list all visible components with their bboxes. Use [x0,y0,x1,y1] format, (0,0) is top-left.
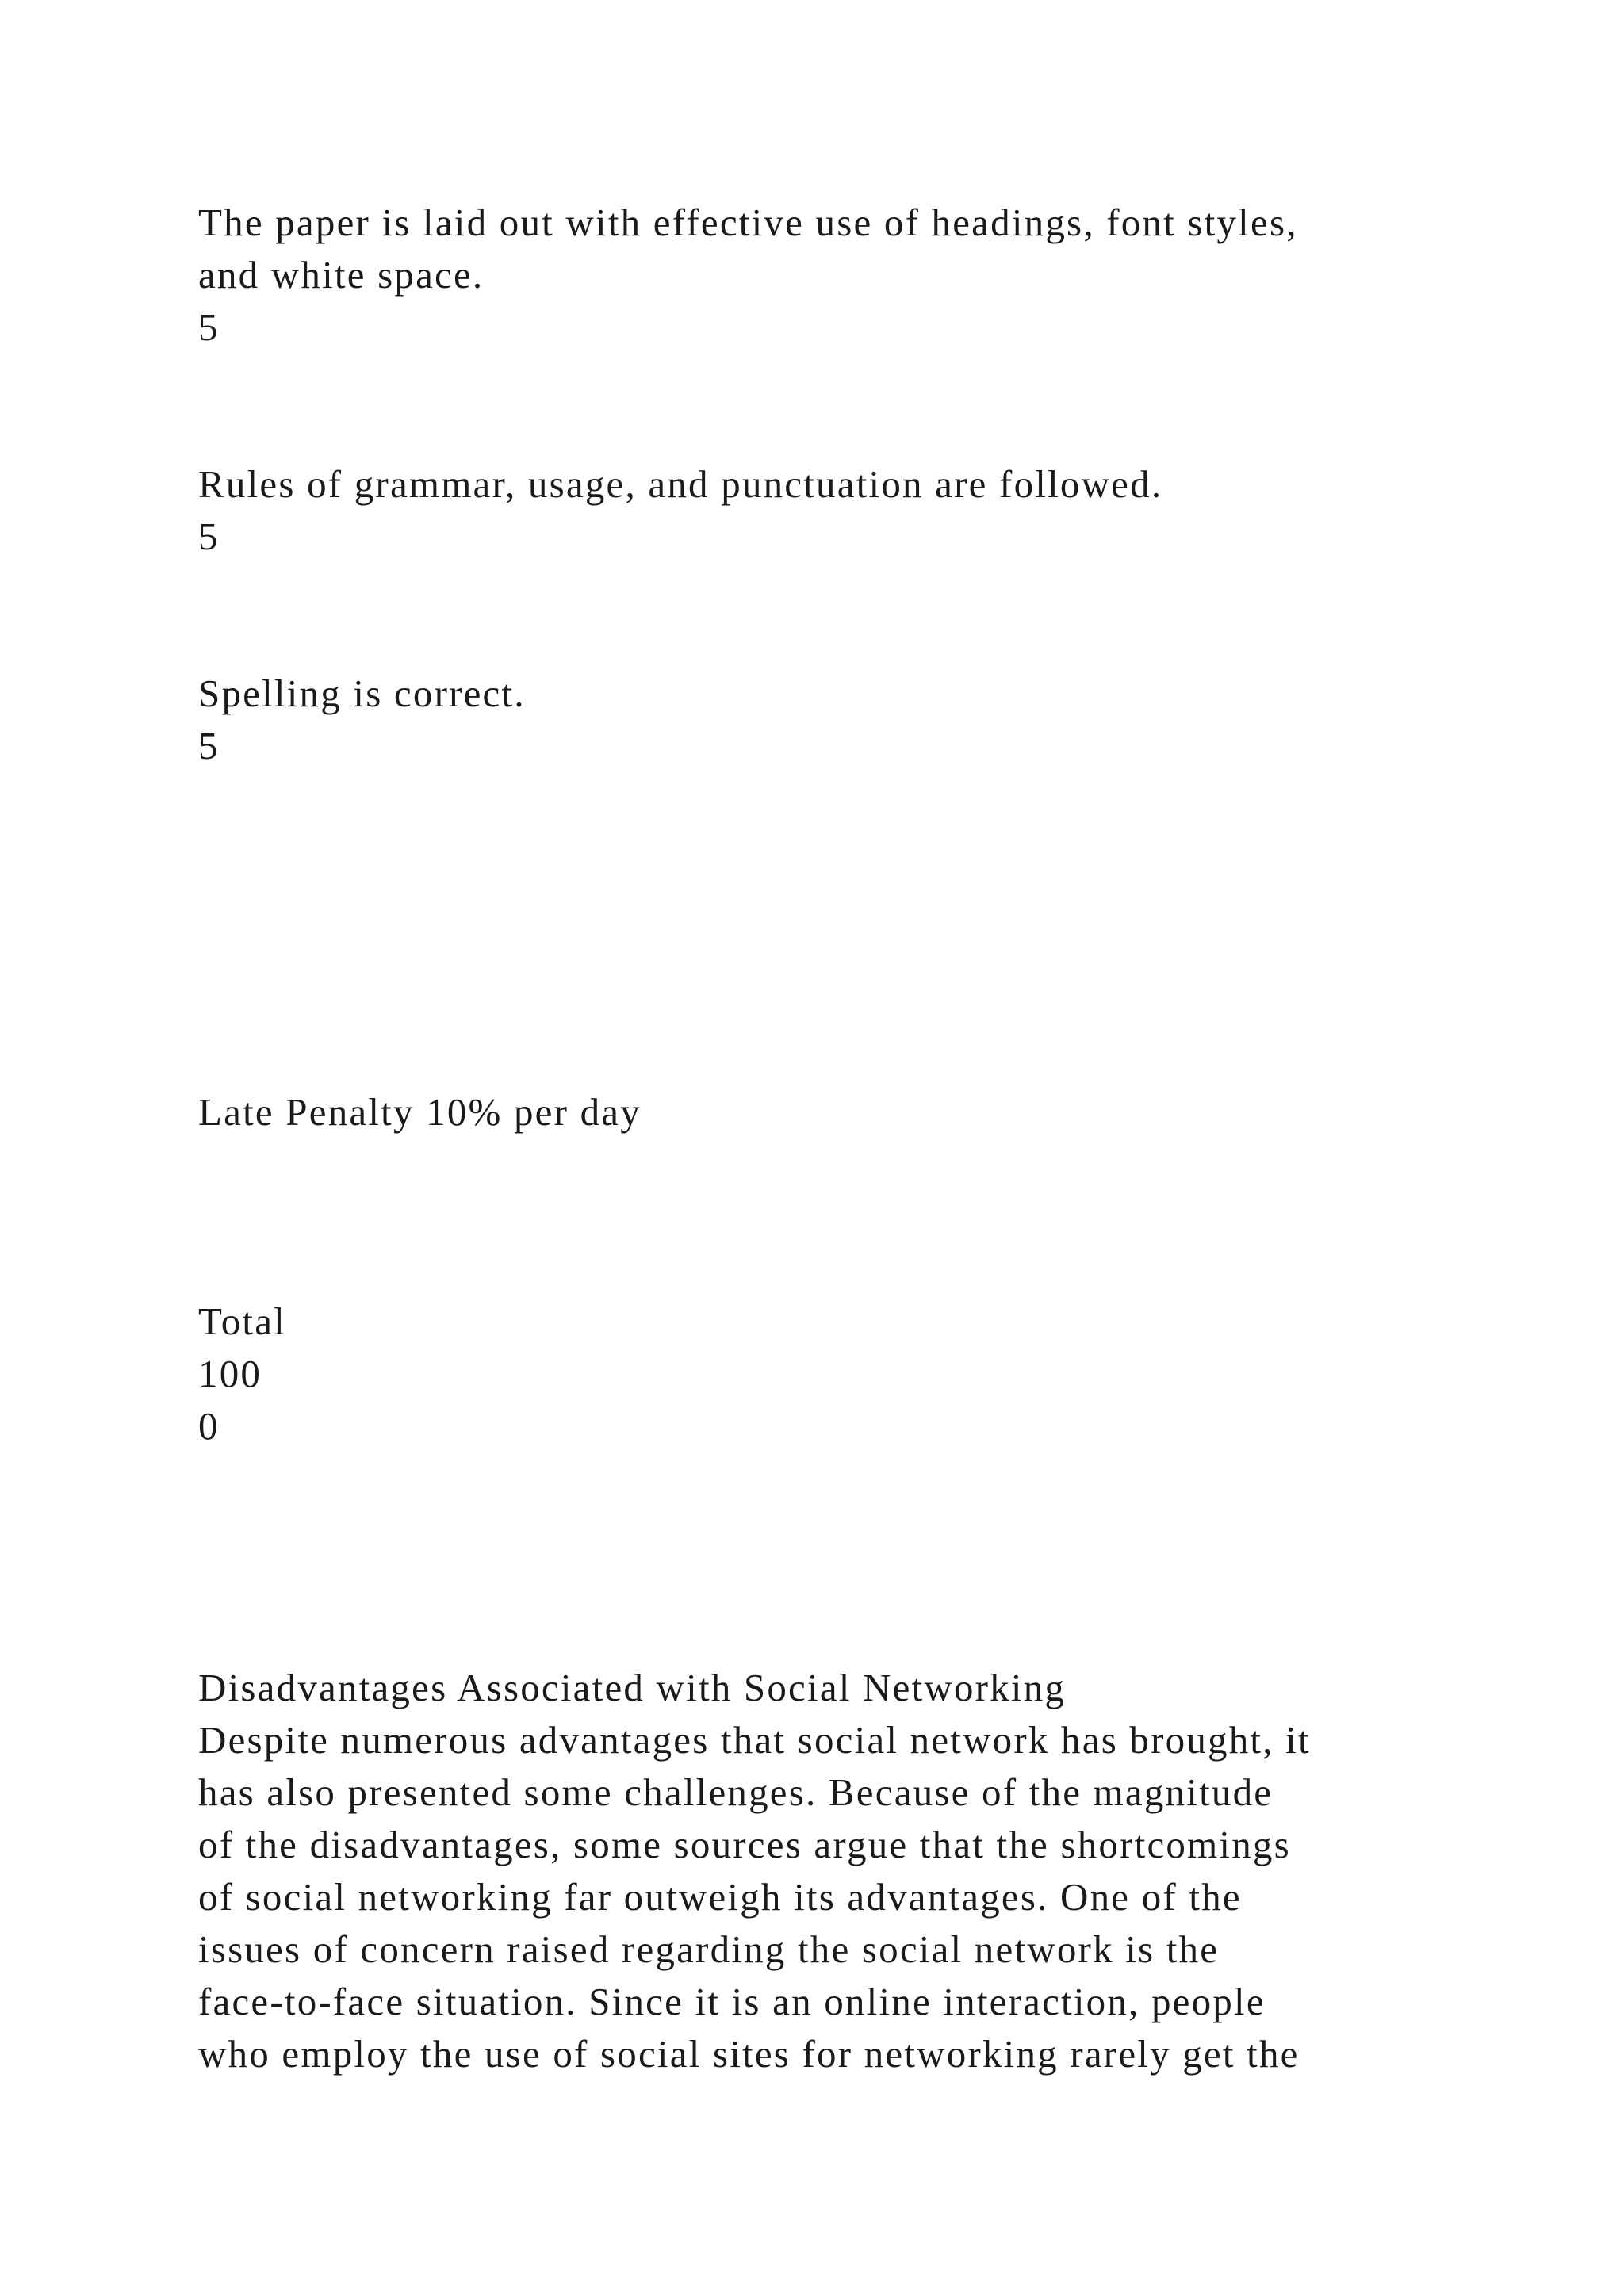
late-penalty-text: Late Penalty 10% per day [198,1090,642,1134]
rubric-item-3-text: Spelling is correct. [198,672,526,715]
rubric-item-1-text-line-1: The paper is laid out with effective use of headings, font styles, [198,201,1298,244]
rubric-item-2-text: Rules of grammar, usage, and punctuation are followed. [198,462,1163,506]
body-line-5: issues of concern raised regarding the social network is the [198,1927,1220,1971]
rubric-item-1-points: 5 [198,305,220,349]
body-line-2: has also presented some challenges. Because of the magnitude [198,1770,1274,1814]
rubric-item-2-points: 5 [198,515,220,558]
body-line-1: Despite numerous advantages that social network has brought, it [198,1718,1311,1762]
rubric-item-3-points: 5 [198,724,220,767]
total-earned-points: 0 [198,1404,220,1448]
body-line-6: face-to-face situation. Since it is an online interaction, people [198,1980,1266,2023]
body-line-4: of social networking far outweigh its advantages. One of the [198,1875,1242,1919]
rubric-item-1-text-line-2: and white space. [198,253,485,297]
body-line-3: of the disadvantages, some sources argue that the shortcomings [198,1823,1291,1866]
body-line-7: who employ the use of social sites for networking rarely get the [198,2032,1300,2076]
section-heading: Disadvantages Associated with Social Networking [198,1666,1067,1709]
total-label: Total [198,1299,286,1343]
total-possible-points: 100 [198,1352,262,1395]
